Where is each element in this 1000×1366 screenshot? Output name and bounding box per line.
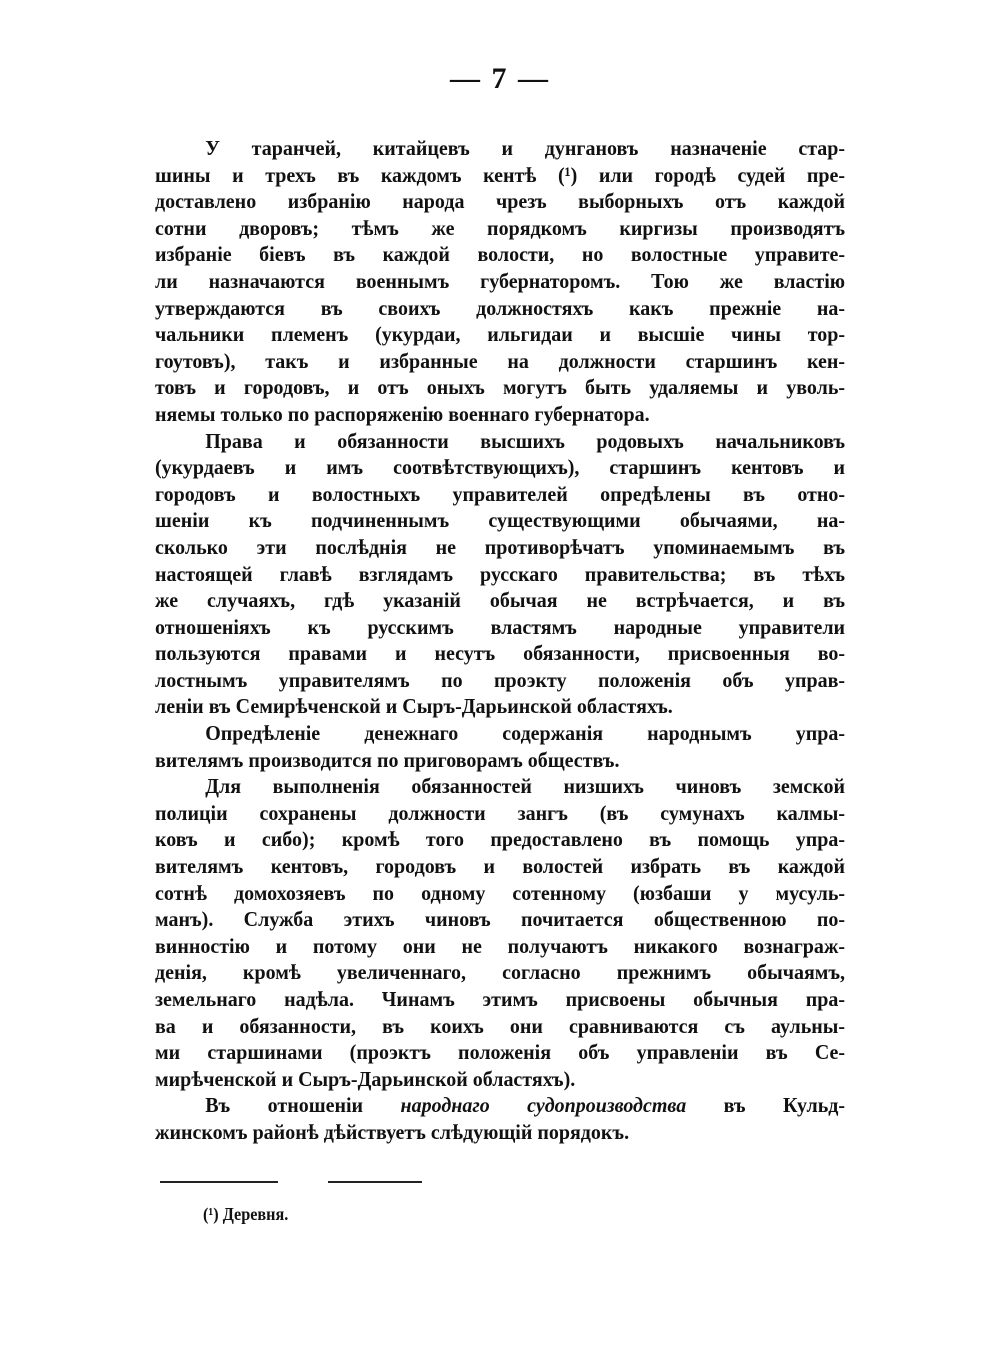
text-line: шины и трехъ въ каждомъ кентѣ (¹) или городѣ судей пре- — [155, 162, 846, 187]
text-line: утверждаются въ своихъ должностяхъ какъ прежніе на- — [155, 295, 846, 320]
text-line: гоутовъ), такъ и избранные на должности старшинъ кен- — [155, 348, 846, 373]
text-line: земельнаго надѣла. Чинамъ этимъ присвоены обычныя пра- — [155, 987, 846, 1011]
text-line: няемы только по распоряженію военнаго губернатора. — [155, 401, 650, 426]
italic-term: народнаго судопроизводства — [400, 1093, 687, 1118]
text-line: доставлено избранію народа чрезъ выборныхъ отъ каждой — [155, 189, 846, 214]
text-line: Для выполненія обязанностей низшихъ чиновъ земской — [205, 774, 846, 799]
text-line: лостнымъ управителямъ по проэкту положенія объ управ- — [155, 667, 846, 692]
paragraph — [155, 1092, 845, 1145]
footnote-rule — [328, 1181, 422, 1183]
text-line: сотни дворовъ; тѣмъ же порядкомъ киргизы производятъ — [155, 215, 846, 240]
text-line: вителямъ производится по приговорамъ обществъ. — [155, 747, 620, 772]
text-line: жинскомъ районѣ дѣйствуетъ слѣдующій порядокъ. — [155, 1119, 630, 1144]
text-line: Права и обязанности высшихъ родовыхъ начальниковъ — [205, 428, 846, 453]
text-line: вителямъ кентовъ, городовъ и волостей избрать въ каждой — [155, 854, 846, 879]
body-text — [155, 135, 845, 1146]
text-line: сколько эти послѣднія не противорѣчатъ упоминаемымъ въ — [155, 534, 846, 559]
text-line: ми старшинами (проэктъ положенія объ управленіи въ Се- — [155, 1040, 846, 1065]
text-line: ва и обязанности, въ коихъ они сравниваются съ аульны- — [155, 1013, 846, 1038]
paragraph — [155, 720, 845, 773]
text-line: чальники племенъ (укурдаи, ильгидаи и высшіе чины тор- — [155, 322, 846, 347]
text-line: сотнѣ домохозяевъ по одному сотенному (юзбаши у мусуль- — [155, 880, 846, 905]
paragraph — [155, 428, 845, 721]
text-line: избраніе біевъ въ каждой волости, но волостные управите- — [155, 242, 846, 267]
text-segment: въ Кульд- — [686, 1093, 846, 1118]
text-line: манъ). Служба этихъ чиновъ почитается общественною по- — [155, 907, 846, 932]
footnote: (¹) Деревня. — [203, 1204, 289, 1224]
text-segment: Въ отношеніи — [205, 1093, 401, 1118]
text-line: городовъ и волостныхъ управителей опредѣлены въ отно- — [155, 481, 846, 506]
text-line: товъ и городовъ, и отъ оныхъ могутъ быть удаляемы и уволь- — [155, 375, 846, 400]
text-line: ковъ и сибо); кромѣ того предоставлено въ помощь упра- — [155, 827, 846, 852]
text-line: же случаяхъ, гдѣ указаній обычая не встрѣчается, и въ — [155, 588, 846, 613]
text-line: У таранчей, китайцевъ и дунгановъ назначеніе стар- — [205, 136, 846, 160]
text-line: ли назначаются военнымъ губернаторомъ. Тою же властію — [155, 268, 846, 293]
paragraph — [155, 135, 845, 428]
text-line: леніи въ Семирѣченской и Сыръ-Дарьинской областяхъ. — [155, 694, 673, 719]
text-line: пользуются правами и несутъ обязанности, присвоенныя во- — [155, 641, 846, 666]
text-line: настоящей главѣ взглядамъ русскаго правительства; въ тѣхъ — [155, 561, 846, 586]
paragraph — [155, 773, 845, 1092]
text-line: винностію и потому они не получаютъ никакого вознаграж- — [155, 933, 846, 958]
text-line: Опредѣленіе денежнаго содержанія народнымъ упра- — [205, 721, 846, 746]
text-line: полиціи сохранены должности зангъ (въ сумунахъ калмы- — [155, 800, 846, 825]
page-number: — 7 — — [450, 62, 550, 95]
text-line — [155, 1092, 845, 1119]
text-line: мирѣченской и Сыръ-Дарьинской областяхъ). — [155, 1066, 576, 1091]
text-line: отношеніяхъ къ русскимъ властямъ народные управители — [155, 614, 846, 639]
footnote-rule — [160, 1181, 278, 1183]
text-line: (укурдаевъ и имъ соотвѣтствующихъ), старшинъ кентовъ и — [155, 455, 846, 480]
text-line: денія, кромѣ увеличеннаго, согласно прежнимъ обычаямъ, — [155, 960, 846, 985]
text-line: шеніи къ подчиненнымъ существующими обычаями, на- — [155, 508, 846, 533]
